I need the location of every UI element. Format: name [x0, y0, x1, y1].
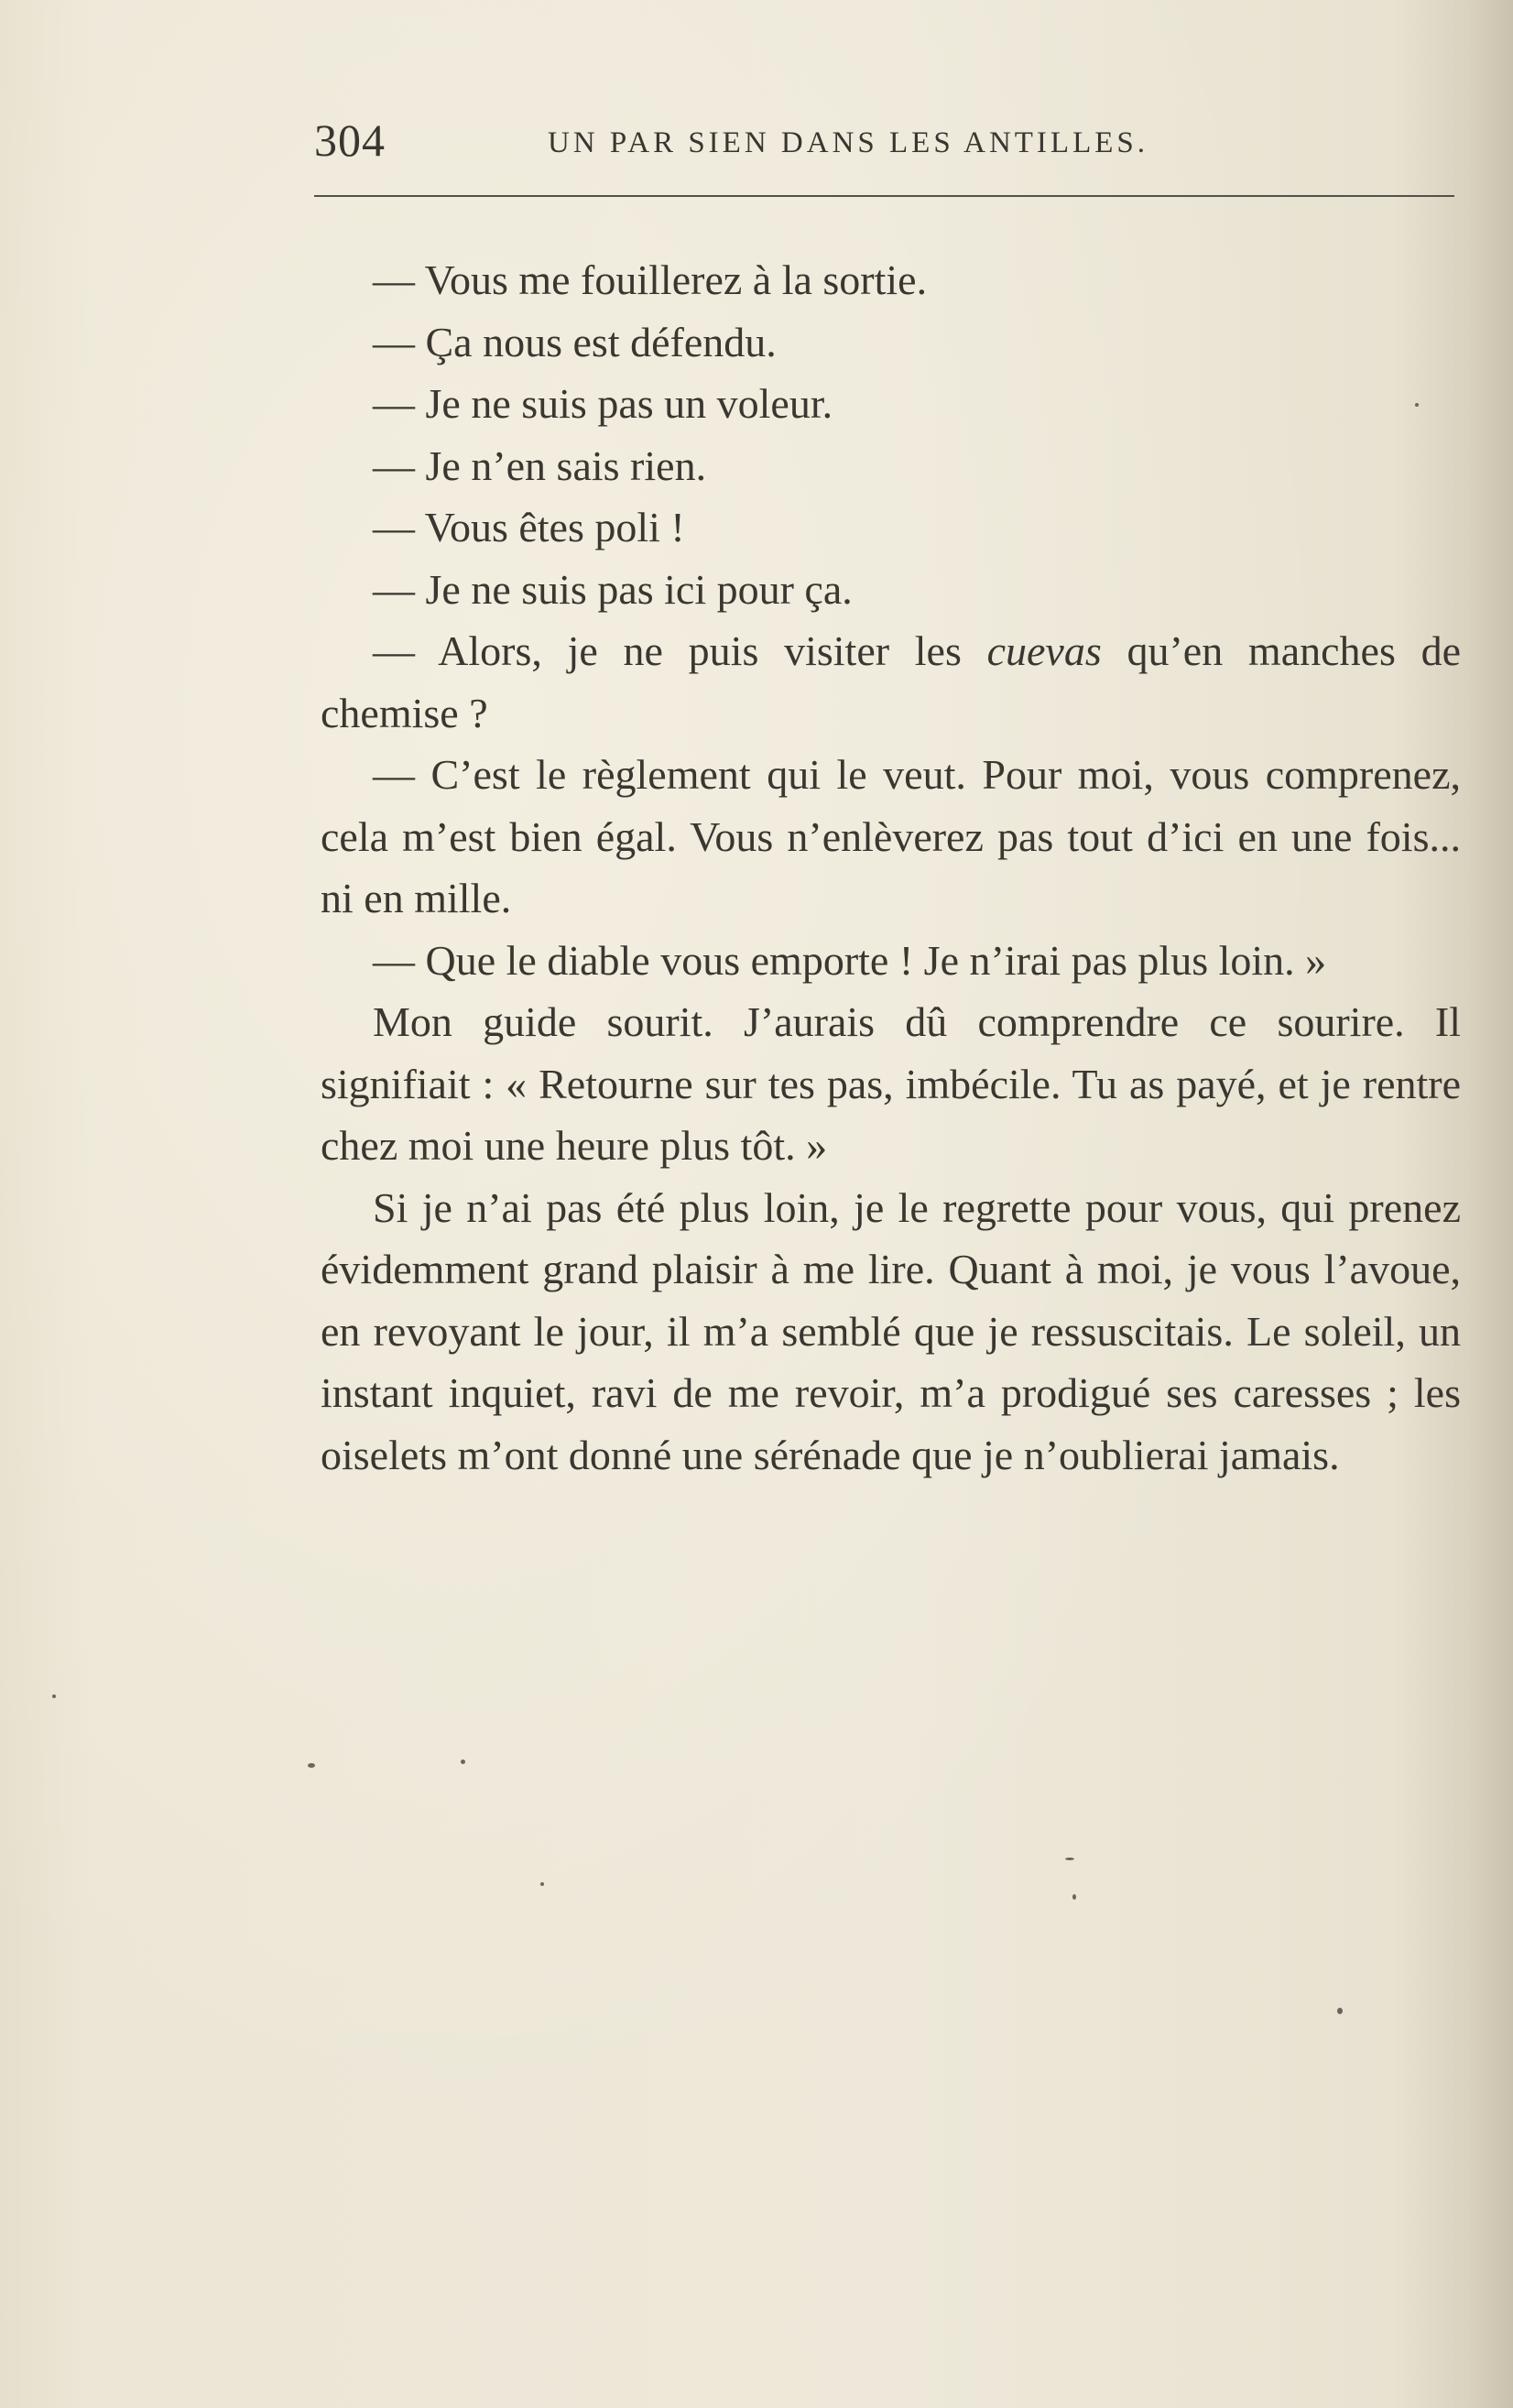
paragraph: — Que le diable vous emporte ! Je n’irai pas plus loin. »: [373, 936, 1327, 984]
body-text: [321, 249, 1461, 1486]
paper-speck: [308, 1763, 315, 1768]
paper-speck: [540, 1882, 544, 1886]
paragraph: — Vous êtes poli !: [373, 504, 685, 550]
paragraph: — C’est le règlement qui le veut. Pour moi, vous comprenez, cela m’est bien égal. Vous n’enlèverez pas tout d’ici en une fois... ni en mille.: [321, 751, 1461, 921]
paragraph: — Je ne suis pas un voleur.: [373, 380, 833, 427]
paper-speck: [52, 1694, 56, 1698]
paragraph: — Je n’en sais rien.: [373, 441, 707, 489]
paper-speck: [1065, 1858, 1074, 1860]
paragraph: Mon guide sourit. J’aurais dû comprendre ce sourire. Il signifiait : « Retourne sur tes pas, imbécile. Tu as payé, et je rentre chez moi une heure plus tôt. »: [321, 998, 1461, 1169]
paragraph-text: qu’en manches de chemise ?: [321, 627, 1461, 736]
paper-speck: [1072, 1894, 1076, 1900]
paragraph: Si je n’ai pas été plus loin, je le regrette pour vous, qui prenez évidemment grand plaisir à me lire. Quant à moi, je vous l’avoue, en revoyant le jour, il m’a semblé que je ressuscitais. Le soleil, un instant inquiet, ravi de me revoir, m’a prodigué ses caresses ; les oiselets m’ont donné une sérénade que je n’oublierai jamais.: [321, 1183, 1461, 1478]
paper-speck: [1337, 2008, 1343, 2014]
running-title: UN PAR SIEN DANS LES ANTILLES.: [548, 126, 1148, 159]
paper-speck: [1415, 403, 1419, 407]
paragraph: [321, 620, 1461, 744]
paragraph-text: — Alors, je ne puis visiter les: [373, 627, 987, 674]
paper-speck: [461, 1760, 465, 1764]
page-number: 304: [314, 114, 386, 166]
italic-word: cuevas: [986, 627, 1102, 674]
header-rule: [314, 195, 1454, 197]
running-head: [314, 110, 1450, 183]
paragraph: — Ça nous est défendu.: [373, 318, 777, 365]
paragraph: — Vous me fouillerez à la sortie.: [373, 256, 928, 303]
paragraph: — Je ne suis pas ici pour ça.: [373, 565, 853, 613]
